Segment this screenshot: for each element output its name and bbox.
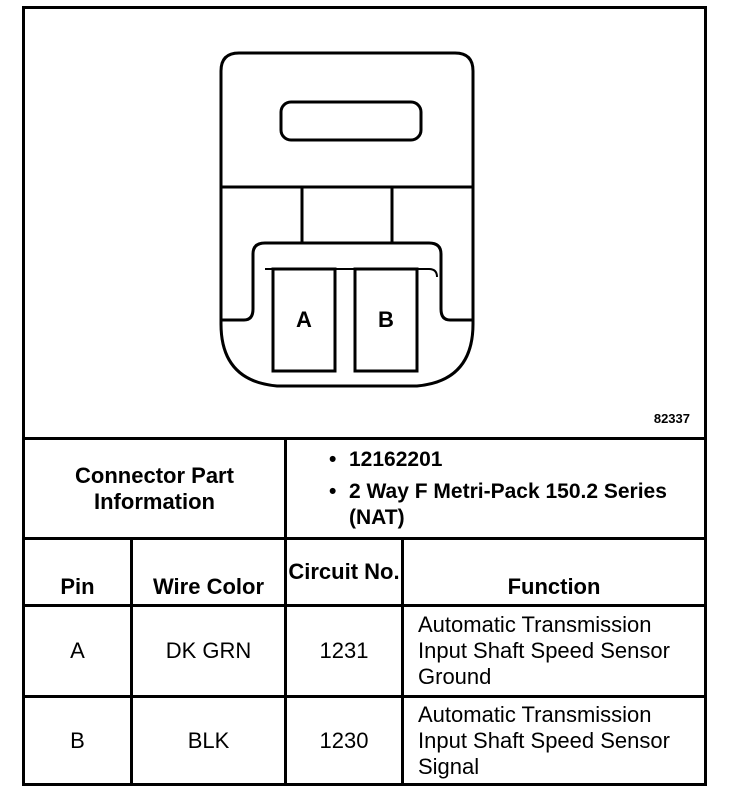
part-number: • 12162201: [325, 447, 705, 473]
row-a-pin: A: [70, 638, 85, 663]
header-wire-color: Wire Color: [152, 574, 265, 599]
inner-shoulder: [221, 243, 473, 320]
header-function: Function: [507, 574, 601, 599]
row-b-function: Automatic Transmission Input Shaft Speed Sensor Signal: [418, 701, 670, 779]
connector-type: • 2 Way F Metri-Pack 150.2 Series (NAT): [325, 479, 705, 531]
row-a-wire-color: DK GRN: [165, 638, 252, 663]
header-pin: Pin: [60, 574, 95, 599]
connector-diagram: [25, 9, 704, 439]
connector-info-label: Connector Part Information: [75, 462, 234, 514]
row-b-circuit: 1230: [319, 727, 369, 753]
row-b-pin: B: [70, 727, 85, 753]
connector-drawing: [25, 9, 704, 439]
connector-sheet: [22, 6, 707, 786]
connector-info-list: [325, 447, 705, 537]
row-a-function: Automatic Transmission Input Shaft Speed Sensor Ground: [418, 612, 670, 689]
header-circuit: Circuit No.: [288, 559, 400, 584]
cavity-b-label: B: [378, 307, 394, 332]
cavity-a-label: A: [296, 307, 312, 332]
row-a-circuit: 1231: [319, 638, 369, 663]
row-b-wire-color: BLK: [187, 727, 230, 753]
latch-slot: [281, 102, 421, 140]
figure-id: 82337: [653, 411, 690, 426]
